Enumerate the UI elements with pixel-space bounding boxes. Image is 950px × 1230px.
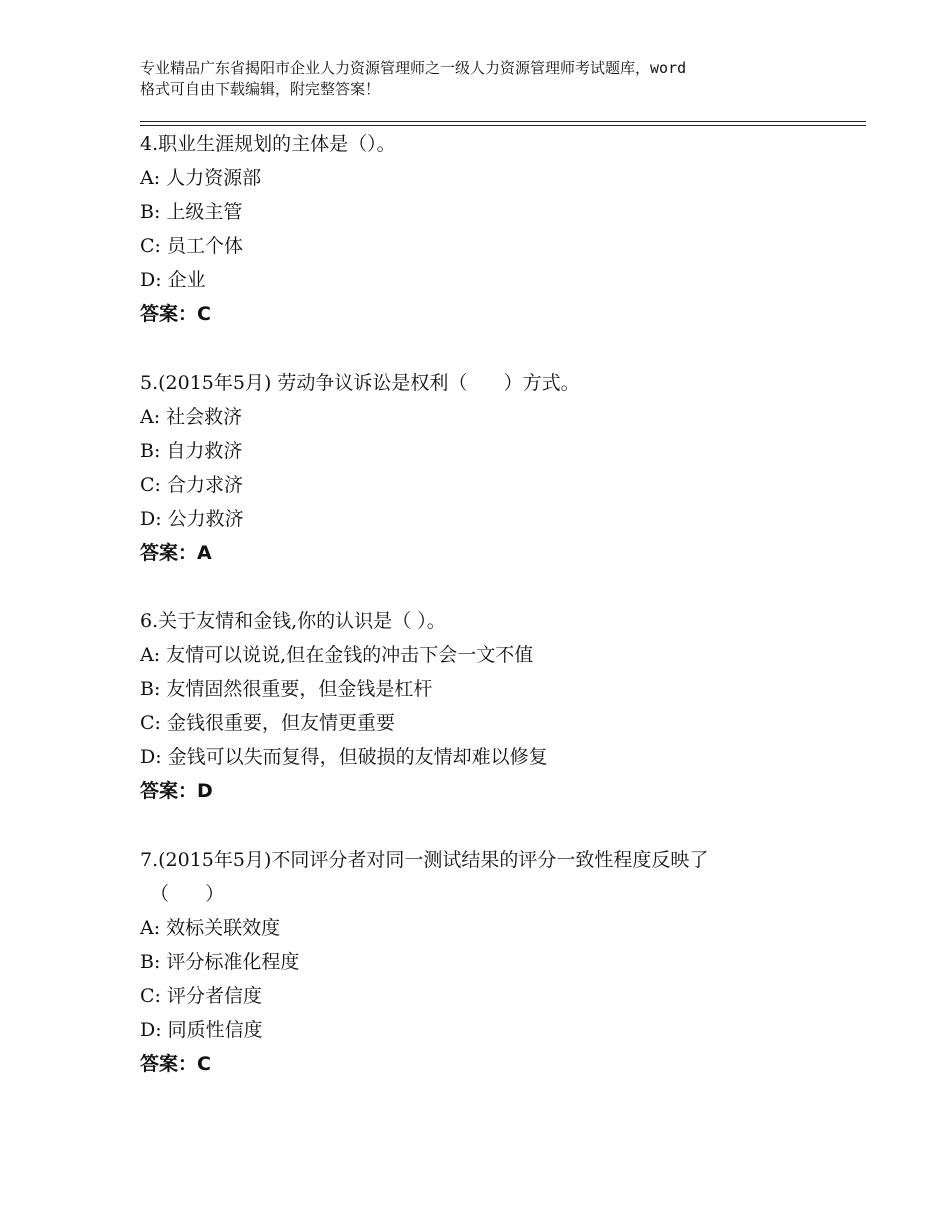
option-c: C: 金钱很重要，但友情更重要 [140,712,395,734]
document-header [140,58,830,100]
question-stem: 4.职业生涯规划的主体是（）。 [140,133,396,155]
header-line-1: 专业精品广东省揭阳市企业人力资源管理师之一级人力资源管理师考试题库，word [140,59,687,77]
option-a: A: 友情可以说说,但在金钱的冲击下会一文不值 [140,644,534,666]
option-d: D: 企业 [140,269,206,291]
header-line-2: 格式可自由下载编辑，附完整答案！ [140,80,381,98]
question-stem: 6.关于友情和金钱,你的认识是（ ）。 [140,610,446,632]
option-a: A: 效标关联效度 [140,917,281,939]
option-c: C: 合力求济 [140,474,243,496]
question-7 [140,843,840,1081]
answer-label: 答案：C [140,1053,211,1075]
question-stem-continuation: （ ） [150,883,225,905]
option-c: C: 员工个体 [140,235,243,257]
question-stem: 5.(2015年5月) 劳动争议诉讼是权利（ ）方式。 [140,372,580,394]
answer-label: 答案：A [140,542,212,564]
option-b: B: 友情固然很重要，但金钱是杠杆 [140,678,433,700]
option-b: B: 评分标准化程度 [140,951,300,973]
option-a: A: 社会救济 [140,406,243,428]
option-d: D: 同质性信度 [140,1019,263,1041]
answer-label: 答案：D [140,780,213,802]
question-5 [140,366,840,570]
option-a: A: 人力资源部 [140,167,262,189]
question-4 [140,127,840,331]
answer-label: 答案：C [140,303,211,325]
header-divider-bottom [140,125,866,126]
option-b: B: 上级主管 [140,201,243,223]
option-d: D: 金钱可以失而复得，但破损的友情却难以修复 [140,746,548,768]
option-b: B: 自力救济 [140,440,243,462]
header-divider-top [140,121,866,122]
option-d: D: 公力救济 [140,508,244,530]
question-stem: 7.(2015年5月)不同评分者对同一测试结果的评分一致性程度反映了 [140,849,709,871]
question-6 [140,604,840,808]
option-c: C: 评分者信度 [140,985,262,1007]
